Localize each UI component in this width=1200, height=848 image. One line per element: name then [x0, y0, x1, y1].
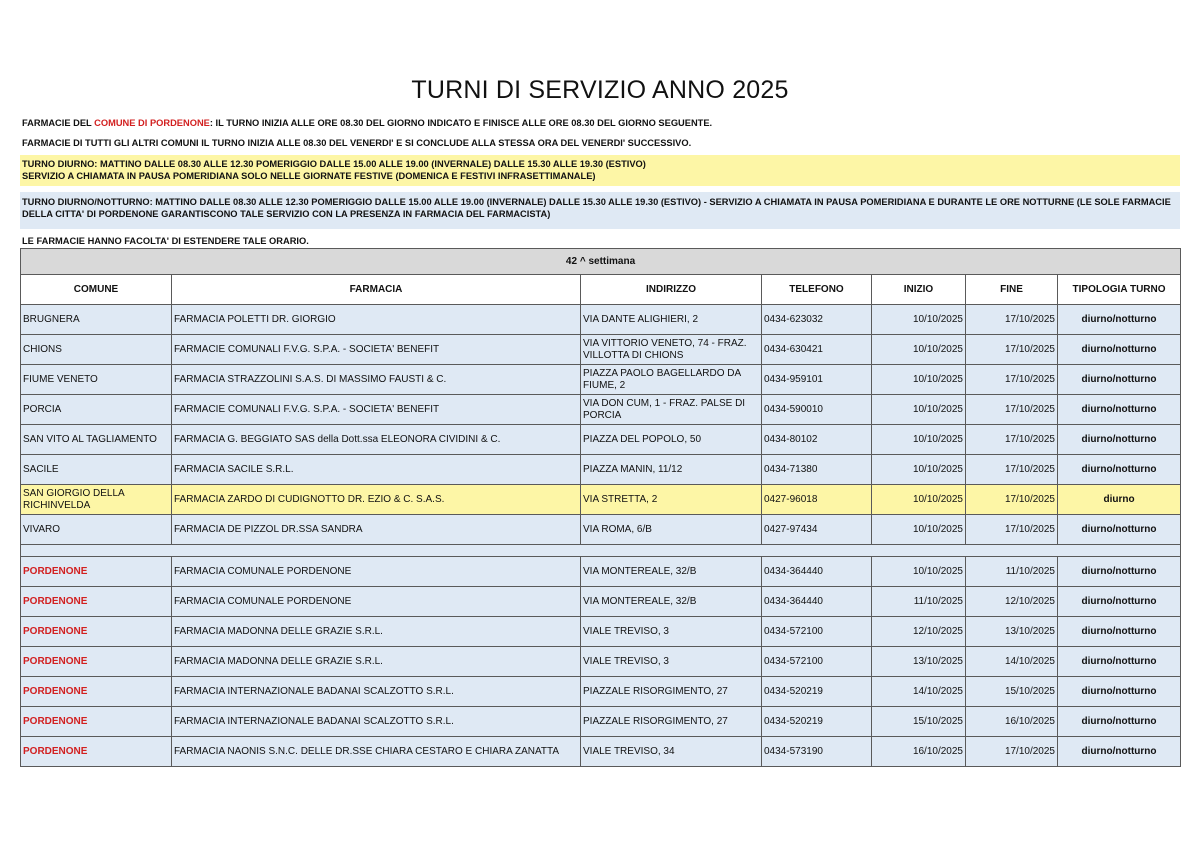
cell-farmacia: FARMACIE COMUNALI F.V.G. S.P.A. - SOCIETA' BENEFIT [172, 395, 581, 425]
cell-inizio: 12/10/2025 [872, 617, 966, 647]
table-row [21, 557, 1181, 587]
cell-tipologia: diurno/notturno [1058, 677, 1181, 707]
cell-fine: 17/10/2025 [966, 515, 1058, 545]
cell-telefono: 0434-71380 [762, 455, 872, 485]
cell-inizio: 10/10/2025 [872, 335, 966, 365]
cell-fine: 17/10/2025 [966, 737, 1058, 767]
cell-fine: 17/10/2025 [966, 455, 1058, 485]
shift-table [20, 248, 1181, 767]
cell-telefono: 0434-364440 [762, 557, 872, 587]
cell-indirizzo: VIA VITTORIO VENETO, 74 - FRAZ. VILLOTTA DI CHIONS [581, 335, 762, 365]
week-row [21, 249, 1181, 275]
col-header-fine: FINE [966, 275, 1058, 305]
table-row [21, 365, 1181, 395]
cell-comune: PORDENONE [21, 617, 172, 647]
cell-farmacia: FARMACIE COMUNALI F.V.G. S.P.A. - SOCIETA' BENEFIT [172, 335, 581, 365]
cell-inizio: 10/10/2025 [872, 455, 966, 485]
week-label: 42 ^ settimana [21, 249, 1181, 275]
cell-telefono: 0434-80102 [762, 425, 872, 455]
cell-farmacia: FARMACIA NAONIS S.N.C. DELLE DR.SSE CHIARA CESTARO E CHIARA ZANATTA [172, 737, 581, 767]
cell-comune: PORDENONE [21, 587, 172, 617]
cell-indirizzo: VIA STRETTA, 2 [581, 485, 762, 515]
cell-tipologia: diurno/notturno [1058, 395, 1181, 425]
spacer-cell [21, 545, 1181, 557]
note-pordenone [20, 117, 1180, 129]
table-row [21, 395, 1181, 425]
cell-tipologia: diurno/notturno [1058, 425, 1181, 455]
table-row [21, 707, 1181, 737]
cell-inizio: 10/10/2025 [872, 515, 966, 545]
cell-telefono: 0427-97434 [762, 515, 872, 545]
note-diurno-line2: SERVIZIO A CHIAMATA IN PAUSA POMERIDIANA SOLO NELLE GIORNATE FESTIVE (DOMENICA E FESTIVI INFRASETTIMANALE) [22, 171, 596, 181]
cell-farmacia: FARMACIA COMUNALE PORDENONE [172, 557, 581, 587]
cell-farmacia: FARMACIA COMUNALE PORDENONE [172, 587, 581, 617]
note-diurno-line1: TURNO DIURNO: MATTINO DALLE 08.30 ALLE 12.30 POMERIGGIO DALLE 15.00 ALLE 19.00 (INVERNALE) DALLE 15.30 ALLE 19.30 (ESTIVO) [22, 159, 646, 169]
cell-telefono: 0434-590010 [762, 395, 872, 425]
note-other-towns: FARMACIE DI TUTTI GLI ALTRI COMUNI IL TURNO INIZIA ALLE 08.30 DEL VENERDI' E SI CONCLUDE ALLA STESSA ORA DEL VENERDI' SUCCESSIVO. [22, 138, 692, 148]
header-row [21, 275, 1181, 305]
cell-farmacia: FARMACIA MADONNA DELLE GRAZIE S.R.L. [172, 647, 581, 677]
cell-tipologia: diurno/notturno [1058, 455, 1181, 485]
cell-tipologia: diurno/notturno [1058, 707, 1181, 737]
cell-comune: PORDENONE [21, 677, 172, 707]
cell-inizio: 16/10/2025 [872, 737, 966, 767]
col-header-indirizzo: INDIRIZZO [581, 275, 762, 305]
cell-indirizzo: PIAZZALE RISORGIMENTO, 27 [581, 707, 762, 737]
cell-comune: FIUME VENETO [21, 365, 172, 395]
note-diurno [20, 155, 1180, 186]
cell-fine: 16/10/2025 [966, 707, 1058, 737]
cell-tipologia: diurno/notturno [1058, 305, 1181, 335]
cell-inizio: 14/10/2025 [872, 677, 966, 707]
cell-fine: 11/10/2025 [966, 557, 1058, 587]
cell-tipologia: diurno/notturno [1058, 737, 1181, 767]
cell-inizio: 10/10/2025 [872, 557, 966, 587]
cell-indirizzo: PIAZZALE RISORGIMENTO, 27 [581, 677, 762, 707]
table-row [21, 335, 1181, 365]
cell-farmacia: FARMACIA INTERNAZIONALE BADANAI SCALZOTTO S.R.L. [172, 677, 581, 707]
cell-comune: PORDENONE [21, 647, 172, 677]
col-header-farmacia: FARMACIA [172, 275, 581, 305]
cell-inizio: 10/10/2025 [872, 425, 966, 455]
table-row [21, 677, 1181, 707]
cell-tipologia: diurno/notturno [1058, 557, 1181, 587]
cell-tipologia: diurno/notturno [1058, 515, 1181, 545]
cell-tipologia: diurno/notturno [1058, 587, 1181, 617]
cell-comune: PORDENONE [21, 737, 172, 767]
cell-indirizzo: VIALE TREVISO, 34 [581, 737, 762, 767]
cell-inizio: 10/10/2025 [872, 365, 966, 395]
cell-tipologia: diurno/notturno [1058, 647, 1181, 677]
cell-indirizzo: PIAZZA DEL POPOLO, 50 [581, 425, 762, 455]
cell-comune: PORDENONE [21, 707, 172, 737]
cell-telefono: 0434-572100 [762, 617, 872, 647]
cell-indirizzo: PIAZZA MANIN, 11/12 [581, 455, 762, 485]
cell-fine: 14/10/2025 [966, 647, 1058, 677]
cell-farmacia: FARMACIA ZARDO DI CUDIGNOTTO DR. EZIO & C. S.A.S. [172, 485, 581, 515]
cell-indirizzo: VIA DON CUM, 1 - FRAZ. PALSE DI PORCIA [581, 395, 762, 425]
col-header-telefono: TELEFONO [762, 275, 872, 305]
cell-farmacia: FARMACIA STRAZZOLINI S.A.S. DI MASSIMO FAUSTI & C. [172, 365, 581, 395]
table-row [21, 485, 1181, 515]
page-title: TURNI DI SERVIZIO ANNO 2025 [411, 76, 789, 104]
cell-indirizzo: VIALE TREVISO, 3 [581, 647, 762, 677]
cell-indirizzo: VIA ROMA, 6/B [581, 515, 762, 545]
cell-fine: 12/10/2025 [966, 587, 1058, 617]
table-row [21, 737, 1181, 767]
cell-telefono: 0434-520219 [762, 707, 872, 737]
cell-telefono: 0434-623032 [762, 305, 872, 335]
cell-inizio: 11/10/2025 [872, 587, 966, 617]
cell-comune: PORDENONE [21, 557, 172, 587]
cell-comune: SAN VITO AL TAGLIAMENTO [21, 425, 172, 455]
note-notturno: TURNO DIURNO/NOTTURNO: MATTINO DALLE 08.30 ALLE 12.30 POMERIGGIO DALLE 15.00 ALLE 19.00 (INVERNALE) DALLE 15.30 ALLE 19.30 (ESTIVO) - SERVIZIO A CHIAMATA IN PAUSA POMERIDIANA E DURANTE LE ORE NOTTURNE (LE SOLE FARMACIE DELLA CITTA' DI PORDENONE GARANTISCONO TALE SERVIZIO CON LA PRESENZA IN FARMACIA DEL FARMACISTA) [20, 192, 1180, 229]
cell-tipologia: diurno/notturno [1058, 335, 1181, 365]
note-pordenone-highlight: COMUNE DI PORDENONE [94, 118, 210, 128]
cell-telefono: 0434-959101 [762, 365, 872, 395]
cell-fine: 17/10/2025 [966, 305, 1058, 335]
cell-tipologia: diurno/notturno [1058, 365, 1181, 395]
spacer-row [21, 545, 1181, 557]
cell-indirizzo: VIALE TREVISO, 3 [581, 617, 762, 647]
table-row [21, 425, 1181, 455]
cell-inizio: 13/10/2025 [872, 647, 966, 677]
cell-farmacia: FARMACIA MADONNA DELLE GRAZIE S.R.L. [172, 617, 581, 647]
cell-farmacia: FARMACIA POLETTI DR. GIORGIO [172, 305, 581, 335]
cell-comune: PORCIA [21, 395, 172, 425]
cell-fine: 17/10/2025 [966, 485, 1058, 515]
cell-telefono: 0427-96018 [762, 485, 872, 515]
cell-farmacia: FARMACIA SACILE S.R.L. [172, 455, 581, 485]
cell-telefono: 0434-630421 [762, 335, 872, 365]
cell-inizio: 10/10/2025 [872, 305, 966, 335]
cell-indirizzo: VIA MONTEREALE, 32/B [581, 557, 762, 587]
cell-inizio: 15/10/2025 [872, 707, 966, 737]
cell-fine: 17/10/2025 [966, 425, 1058, 455]
note-facolta: LE FARMACIE HANNO FACOLTA' DI ESTENDERE TALE ORARIO. [22, 236, 309, 246]
cell-inizio: 10/10/2025 [872, 395, 966, 425]
note-pordenone-suffix: : IL TURNO INIZIA ALLE ORE 08.30 DEL GIORNO INDICATO E FINISCE ALLE ORE 08.30 DEL GIORNO SEGUENTE. [209, 118, 713, 128]
cell-comune: BRUGNERA [21, 305, 172, 335]
cell-tipologia: diurno [1058, 485, 1181, 515]
table-row [21, 515, 1181, 545]
table-row [21, 617, 1181, 647]
cell-fine: 17/10/2025 [966, 395, 1058, 425]
col-header-comune: COMUNE [21, 275, 172, 305]
table-row [21, 455, 1181, 485]
col-header-tipologia: TIPOLOGIA TURNO [1058, 275, 1181, 305]
col-header-inizio: INIZIO [872, 275, 966, 305]
cell-fine: 15/10/2025 [966, 677, 1058, 707]
cell-telefono: 0434-572100 [762, 647, 872, 677]
cell-comune: VIVARO [21, 515, 172, 545]
table-row [21, 305, 1181, 335]
cell-telefono: 0434-573190 [762, 737, 872, 767]
cell-tipologia: diurno/notturno [1058, 617, 1181, 647]
cell-indirizzo: VIA DANTE ALIGHIERI, 2 [581, 305, 762, 335]
cell-farmacia: FARMACIA DE PIZZOL DR.SSA SANDRA [172, 515, 581, 545]
cell-fine: 17/10/2025 [966, 335, 1058, 365]
cell-comune: SACILE [21, 455, 172, 485]
cell-farmacia: FARMACIA INTERNAZIONALE BADANAI SCALZOTTO S.R.L. [172, 707, 581, 737]
table-row [21, 587, 1181, 617]
cell-telefono: 0434-520219 [762, 677, 872, 707]
table-row [21, 647, 1181, 677]
note-pordenone-prefix: FARMACIE DEL [22, 118, 95, 128]
cell-farmacia: FARMACIA G. BEGGIATO SAS della Dott.ssa ELEONORA CIVIDINI & C. [172, 425, 581, 455]
cell-indirizzo: PIAZZA PAOLO BAGELLARDO DA FIUME, 2 [581, 365, 762, 395]
cell-telefono: 0434-364440 [762, 587, 872, 617]
cell-comune: CHIONS [21, 335, 172, 365]
cell-fine: 17/10/2025 [966, 365, 1058, 395]
cell-fine: 13/10/2025 [966, 617, 1058, 647]
cell-comune: SAN GIORGIO DELLA RICHINVELDA [21, 485, 172, 515]
cell-inizio: 10/10/2025 [872, 485, 966, 515]
cell-indirizzo: VIA MONTEREALE, 32/B [581, 587, 762, 617]
